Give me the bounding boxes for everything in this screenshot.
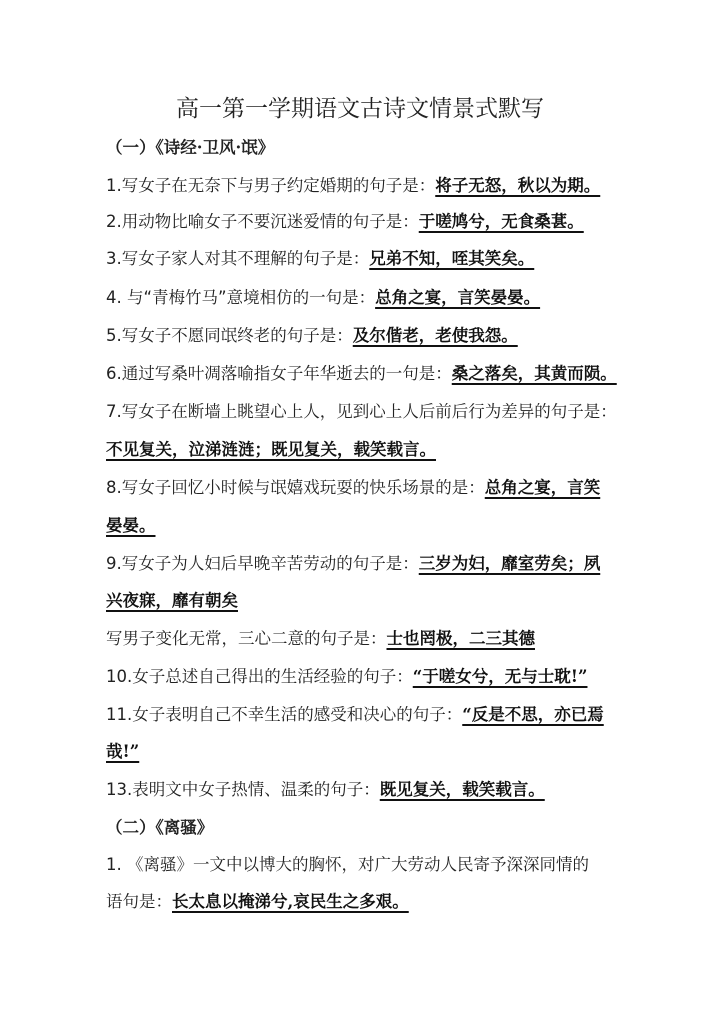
answer-text: 兄弟不知，咥其笑矣。 — [369, 249, 535, 268]
question-line — [106, 172, 600, 196]
question-text: 2.用动物比喻女子不要沉迷爱情的句子是： — [106, 212, 419, 231]
question-text: 6.通过写桑叶凋落喻指女子年华逝去的一句是： — [106, 364, 452, 383]
question-line — [106, 284, 540, 308]
question-text: 1.写女子在无奈下与男子约定婚期的句子是： — [106, 176, 436, 195]
question-line — [106, 245, 534, 269]
question-line — [106, 776, 545, 800]
answer-text: 士也罔极，二三其德 — [386, 629, 535, 648]
page-title: 高一第一学期语文古诗文情景式默写 — [176, 96, 544, 122]
question-text: 1. 《离骚》一文中以博大的胸怀，对广大劳动人民寄予深深同情的 — [106, 855, 589, 874]
question-line — [106, 322, 518, 346]
section-heading-li-sao: （二）《离骚》 — [106, 818, 214, 837]
question-text: 语句是： — [106, 892, 172, 911]
answer-line — [106, 436, 436, 460]
answer-text: 及尔偕老，老使我怨。 — [352, 326, 518, 345]
answer-line — [106, 587, 238, 611]
section-heading-shi-jing: （一）《诗经·卫风·氓》 — [106, 138, 275, 157]
answer-text: 晏晏。 — [106, 516, 156, 535]
answer-text: 不见复关，泣涕涟涟；既见复关，载笑载言。 — [106, 440, 436, 459]
question-line — [106, 550, 600, 574]
question-line — [106, 701, 604, 725]
answer-text: 总角之宴，言笑 — [484, 478, 601, 497]
answer-text: “反是不思，亦已焉 — [462, 705, 604, 724]
question-line — [106, 663, 587, 687]
question-line — [106, 398, 617, 422]
question-text: 5.写女子不愿同氓终老的句子是： — [106, 326, 353, 345]
question-text: 写男子变化无常，三心二意的句子是： — [106, 629, 387, 648]
question-line — [106, 851, 589, 875]
question-text: 9.写女子为人妇后早晚辛苦劳动的句子是： — [106, 554, 419, 573]
answer-text: 于嗟鸠兮，无食桑葚。 — [418, 212, 584, 231]
answer-text: “于嗟女兮，无与士耽!” — [412, 667, 588, 686]
answer-text: 三岁为妇，靡室劳矣；夙 — [418, 554, 601, 573]
answer-text: 总角之宴，言笑晏晏。 — [375, 288, 541, 307]
answer-line — [106, 738, 139, 762]
question-line — [106, 888, 409, 912]
question-text: 8.写女子回忆小时候与氓嬉戏玩耍的快乐场景的是： — [106, 478, 485, 497]
answer-text: 将子无怒，秋以为期。 — [435, 176, 601, 195]
answer-text: 哉!” — [106, 742, 140, 761]
answer-line — [106, 512, 156, 536]
answer-text: 兴夜寐，靡有朝矣 — [106, 591, 238, 610]
question-text: 4. 与“青梅竹马”意境相仿的一句是： — [106, 288, 376, 307]
question-text: 7.写女子在断墙上眺望心上人，见到心上人后前后行为差异的句子是： — [106, 402, 617, 421]
answer-text: 既见复关，载笑载言。 — [379, 780, 545, 799]
question-line — [106, 208, 584, 232]
question-text: 3.写女子家人对其不理解的句子是： — [106, 249, 370, 268]
question-text: 11.女子表明自己不幸生活的感受和决心的句子： — [106, 705, 463, 724]
answer-text: 桑之落矣，其黄而陨。 — [451, 364, 617, 383]
question-line — [106, 474, 600, 498]
question-text: 10.女子总述自己得出的生活经验的句子： — [106, 667, 413, 686]
answer-text: 长太息以掩涕兮,哀民生之多艰。 — [172, 892, 409, 911]
question-line — [106, 360, 617, 384]
question-line — [106, 625, 535, 649]
question-text: 13.表明文中女子热情、温柔的句子： — [106, 780, 380, 799]
